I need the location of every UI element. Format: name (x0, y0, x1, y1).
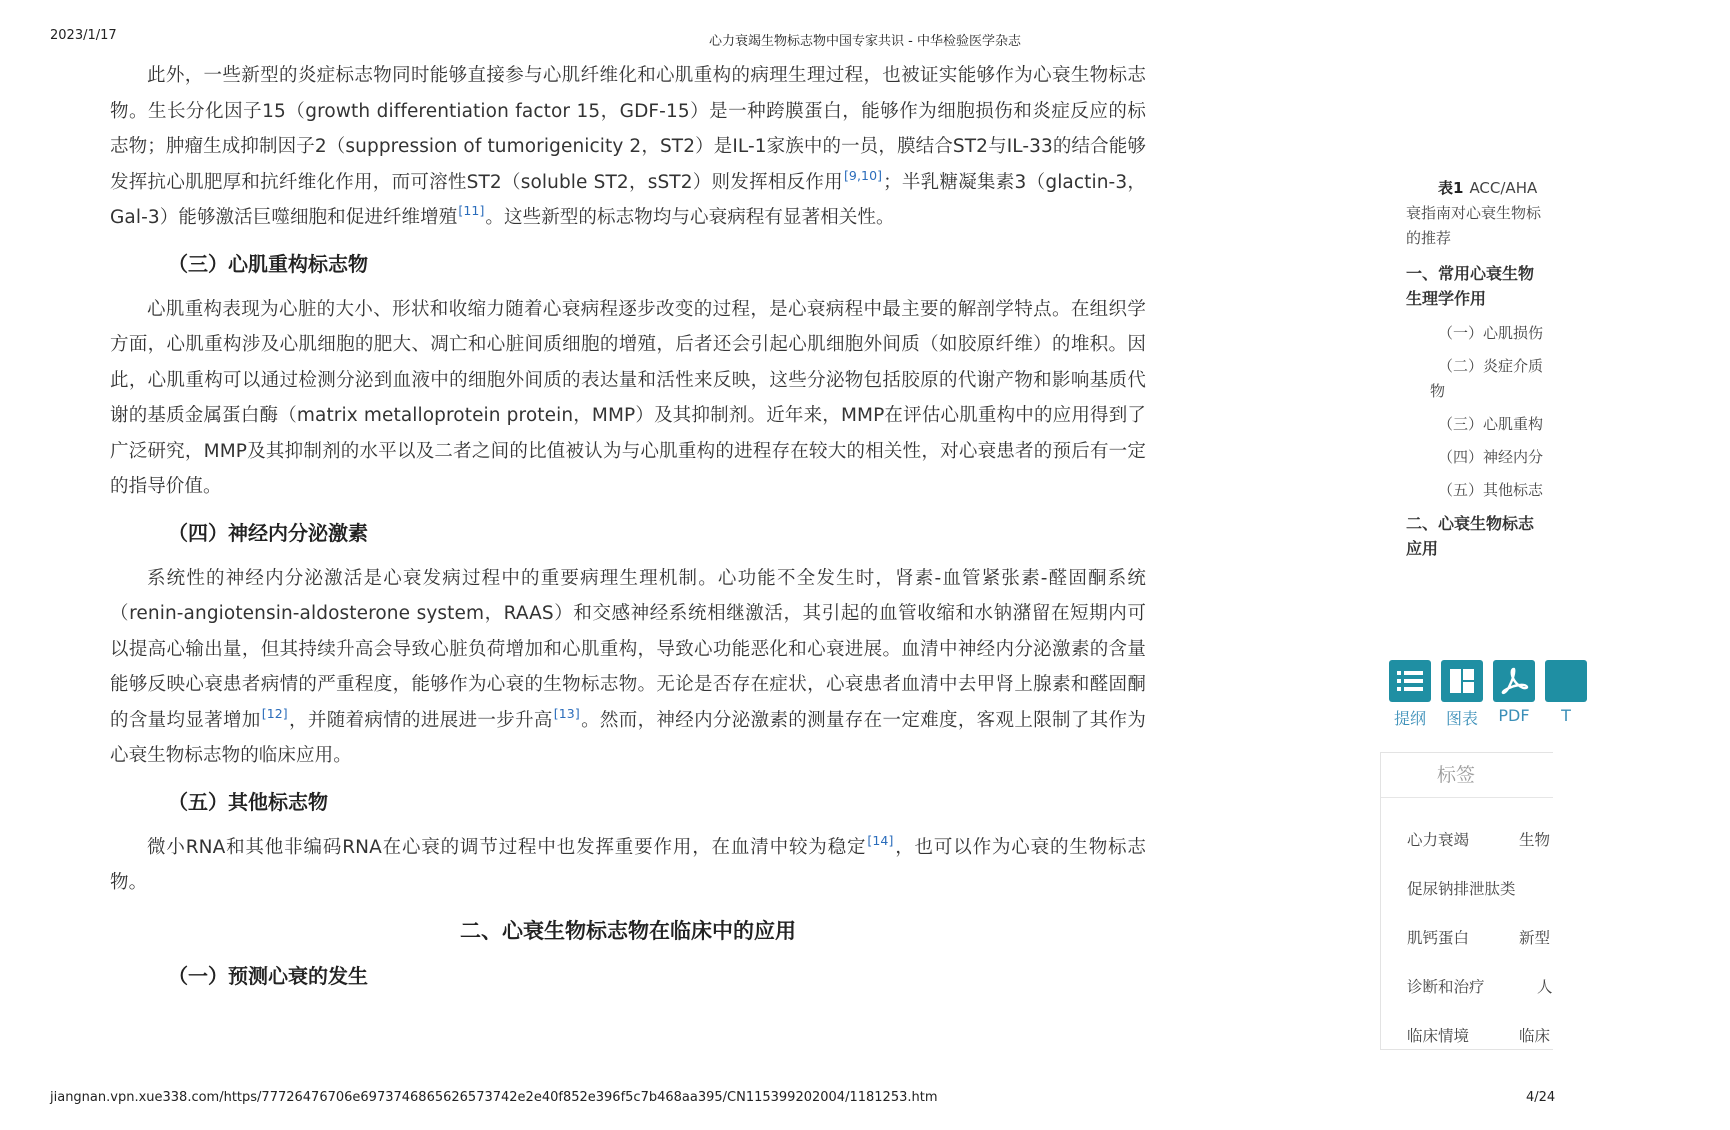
tag-item[interactable]: 生物 (1519, 831, 1551, 849)
section-heading-neuroendocrine: （四）神经内分泌激素 (168, 520, 368, 545)
tag-item[interactable]: 促尿钠排泄肽类 (1407, 880, 1516, 898)
paragraph-inflammation: 此外，一些新型的炎症标志物同时能够直接参与心肌纤维化和心肌重构的病理生理过程，也被证实能够作为心衰生物标志物。生长分化因子15（growth differentiation factor 15，GDF-15）是一种跨膜蛋白，能够作为细胞损伤和炎症反应的标志物；肿瘤生成抑制因子2（suppression of tumorigenicity 2，ST2）是IL-1家族中的一员，膜结合ST2与IL-33的结合能够发挥抗心肌肥厚和抗纤维化作用，而可溶性ST2（soluble ST2，sST2）则发挥相反作用[9,10]；半乳糖凝集素3（glactin-3，Gal-3）能够激活巨噬细胞和促进纤维增殖[11]。这些新型的标志物均与心衰病程有显著相关性。 (110, 65, 1146, 228)
toc-sub-neuroendocrine[interactable]: （四）神经内分 (1438, 448, 1544, 466)
more-tool-button[interactable]: T (1542, 660, 1590, 725)
chapter-heading-clinical: 二、心衰生物标志物在临床中的应用 (460, 918, 796, 943)
toc-section-2-cont[interactable]: 应用 (1406, 539, 1439, 558)
tag-item[interactable]: 新型 (1519, 929, 1551, 947)
citation-link[interactable]: [13] (553, 705, 580, 721)
toc-sub-inflammation[interactable]: （二）炎症介质 (1438, 357, 1544, 375)
tag-item[interactable]: 人 (1537, 978, 1553, 996)
toc-sub-injury[interactable]: （一）心肌损伤 (1438, 324, 1544, 342)
toc-sub-remodeling[interactable]: （三）心肌重构 (1438, 415, 1544, 433)
paragraph-other: 微小RNA和其他非编码RNA在心衰的调节过程中也发挥重要作用，在血清中较为稳定[14]，也可以作为心衰的生物标志物。 (110, 832, 1146, 893)
toc-sub-other[interactable]: （五）其他标志 (1438, 481, 1544, 499)
toc-item-table1-cont[interactable]: 的推荐 (1406, 229, 1452, 247)
section-heading-remodeling: （三）心肌重构标志物 (168, 251, 368, 276)
toc-item-table1[interactable]: 表1 ACC/AHA (1438, 179, 1538, 197)
tag-item[interactable]: 诊断和治疗 (1407, 978, 1485, 996)
article-body (110, 58, 1146, 1004)
grid-icon (1441, 660, 1483, 702)
charts-button[interactable]: 图表 (1438, 660, 1486, 729)
outline-nav (1406, 176, 1556, 561)
toc-item-table1-cont[interactable]: 衰指南对心衰生物标 (1406, 204, 1542, 222)
tag-item[interactable]: 肌钙蛋白 (1407, 929, 1470, 947)
section-heading-other: （五）其他标志物 (168, 789, 328, 814)
paragraph-neuroendocrine: 系统性的神经内分泌激活是心衰发病过程中的重要病理生理机制。心功能不全发生时，肾素-血管紧张素-醛固酮系统（renin-angiotensin-aldosterone system，RAAS）和交感神经系统相继激活，其引起的血管收缩和水钠潴留在短期内可以提高心输出量，但其持续升高会导致心脏负荷增加和心肌重构，导致心功能恶化和心衰进展。血清中神经内分泌激素的含量能够反映心衰患者病情的严重程度，能够作为心衰的生物标志物。无论是否存在症状，心衰患者血清中去甲肾上腺素和醛固酮的含量均显著增加[12]，并随着病情的进展进一步升高[13]。然而，神经内分泌激素的测量存在一定难度，客观上限制了其作为心衰生物标志物的临床应用。 (110, 567, 1146, 766)
citation-link[interactable]: [12] (261, 705, 288, 721)
print-date: 2023/1/17 (50, 28, 117, 43)
tag-item[interactable]: 心力衰竭 (1407, 831, 1470, 849)
tag-item[interactable]: 临床 (1519, 1027, 1551, 1045)
tags-panel (1380, 752, 1553, 1050)
citation-link[interactable]: [14] (867, 832, 894, 848)
pdf-icon (1493, 660, 1535, 702)
tags-title: 标签 (1381, 753, 1553, 798)
outline-button[interactable]: 提纲 (1386, 660, 1434, 729)
tag-item[interactable]: 临床情境 (1407, 1027, 1470, 1045)
print-page-number: 4/24 (1526, 1090, 1556, 1105)
pdf-button[interactable]: PDF (1490, 660, 1538, 725)
print-page-title: 心力衰竭生物标志物中国专家共识 - 中华检验医学杂志 (709, 34, 1021, 49)
citation-link[interactable]: [11] (458, 203, 485, 218)
list-icon (1389, 660, 1431, 702)
tool-bar (1386, 660, 1571, 730)
toc-section-2[interactable]: 二、心衰生物标志 (1406, 514, 1535, 533)
section-heading-predict: （一）预测心衰的发生 (168, 963, 368, 988)
toc-section-1[interactable]: 一、常用心衰生物 (1406, 264, 1535, 283)
toc-sub-inflammation-cont[interactable]: 物 (1430, 382, 1446, 400)
partial-icon (1545, 660, 1587, 702)
paragraph-remodeling: 心肌重构表现为心脏的大小、形状和收缩力随着心衰病程逐步改变的过程，是心衰病程中最主要的解剖学特点。在组织学方面，心肌重构涉及心肌细胞的肥大、凋亡和心脏间质细胞的增殖，后者还会引起心肌细胞外间质（如胶原纤维）的堆积。因此，心肌重构可以通过检测分泌到血液中的细胞外间质的表达量和活性来反映，这些分泌物包括胶原的代谢产物和影响基质代谢的基质金属蛋白酶（matrix metalloprotein protein，MMP）及其抑制剂。近年来，MMP在评估心肌重构中的应用得到了广泛研究，MMP及其抑制剂的水平以及二者之间的比值被认为与心肌重构的进程存在较大的相关性，对心衰患者的预后有一定的指导价值。 (110, 298, 1146, 497)
toc-section-1-cont[interactable]: 生理学作用 (1406, 289, 1487, 308)
print-url: jiangnan.vpn.xue338.com/https/77726476706e6973746865626573742e2e40f852e396f5c7b468aa395/CN115399202004/1181253.htm (50, 1090, 938, 1105)
citation-link[interactable]: [9,10] (843, 167, 883, 183)
